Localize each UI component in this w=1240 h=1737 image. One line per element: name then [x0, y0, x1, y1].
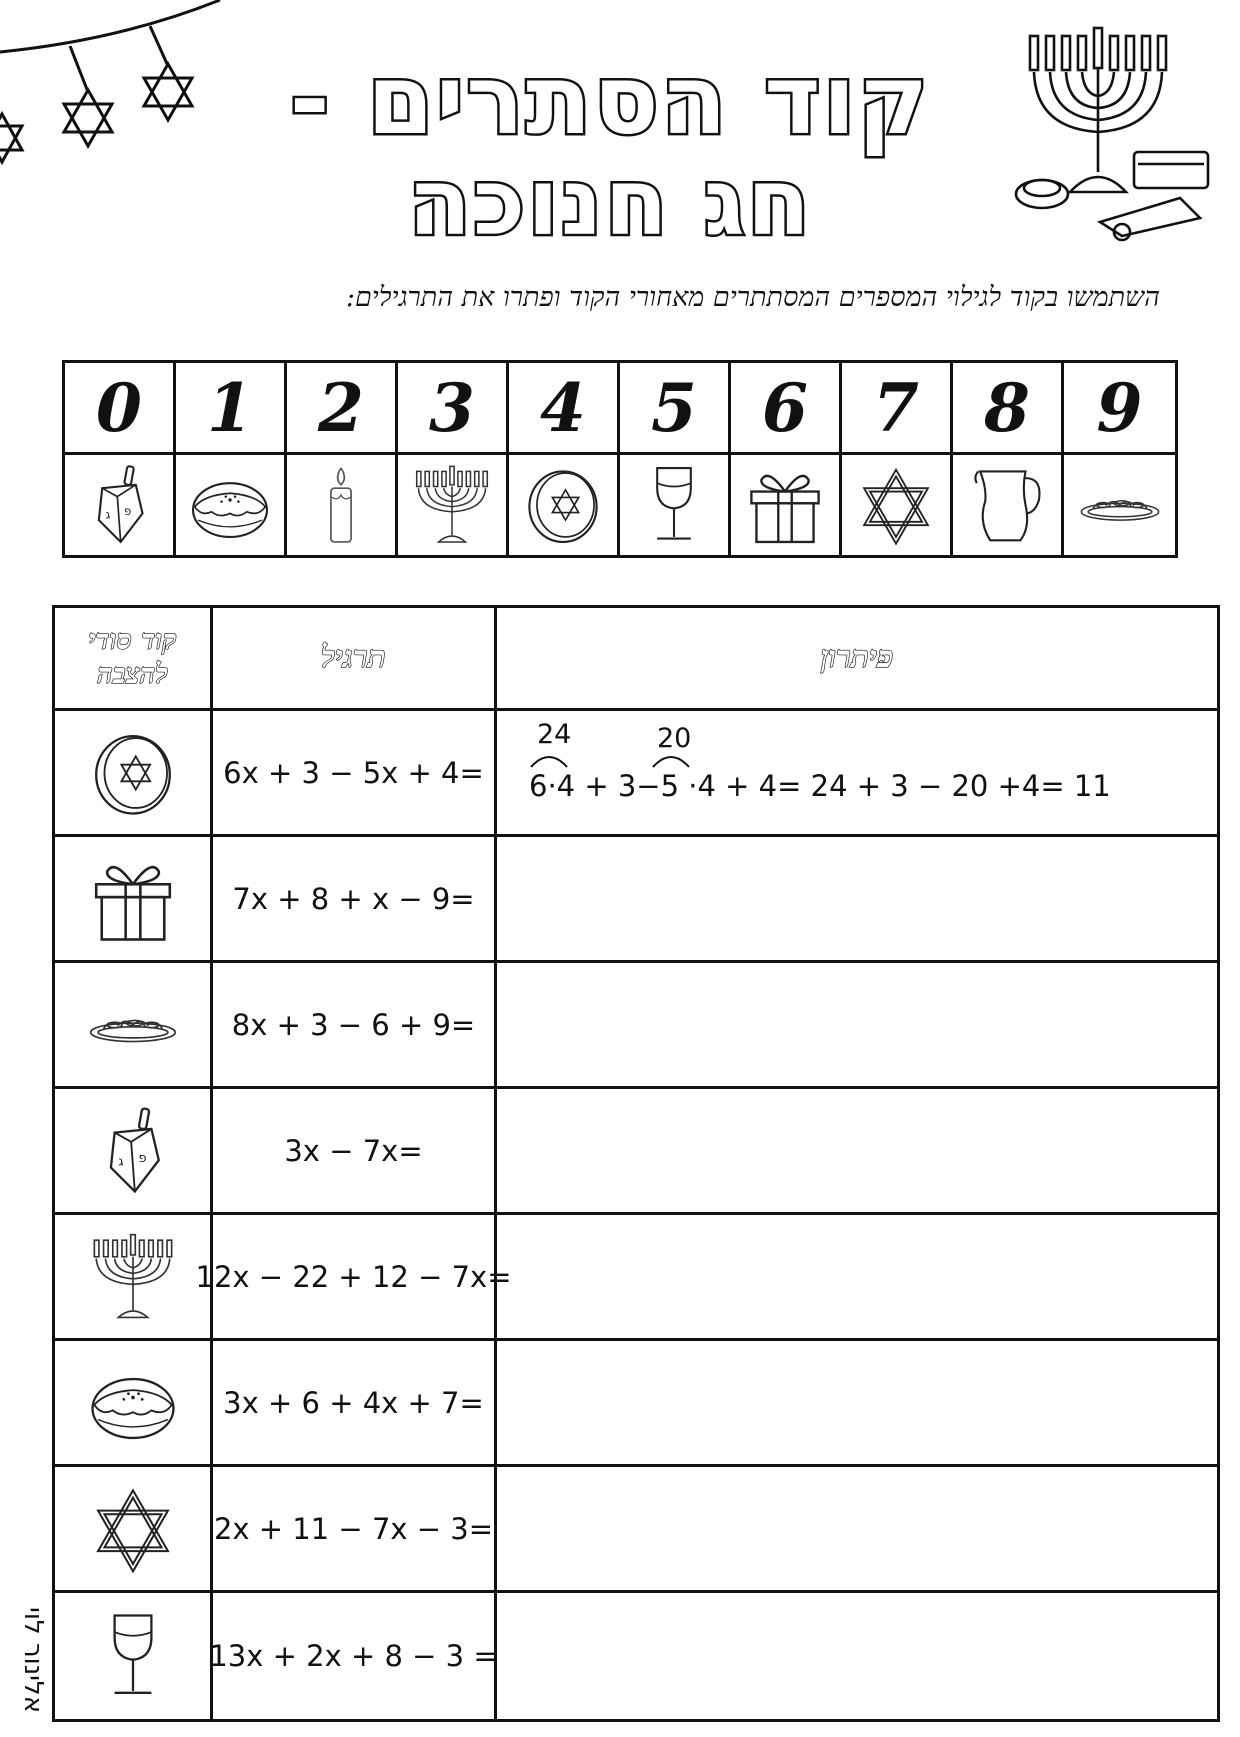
code-digit-9: 9: [1064, 363, 1175, 455]
code-digit-1: 1: [176, 363, 287, 455]
header-secret-code: קוד סודי להצבה: [55, 608, 213, 711]
page-title-line2: חג חנוכה: [407, 149, 813, 256]
exercise-table: [52, 605, 1220, 1722]
code-digit-2: 2: [287, 363, 398, 455]
header-exercise: תרגיל: [213, 608, 497, 711]
solution-2[interactable]: [497, 837, 1217, 963]
coin-icon: [509, 455, 620, 555]
candle-icon: [287, 455, 398, 555]
exercise-3: 8x + 3 − 6 + 9=: [213, 963, 497, 1089]
author-credit: אלינור לוי: [18, 1606, 48, 1714]
exercise-7: 2x + 11 − 7x − 3=: [213, 1467, 497, 1593]
solution-1[interactable]: [497, 711, 1217, 837]
code-digit-6: 6: [731, 363, 842, 455]
solution-5[interactable]: [497, 1215, 1217, 1341]
solution-7[interactable]: [497, 1467, 1217, 1593]
star-icon: [55, 1467, 213, 1593]
cup-icon: [55, 1593, 213, 1719]
code-digit-3: 3: [398, 363, 509, 455]
solution-text: 6·4 + 3−5 ·4 + 4= 24 + 3 − 20 +4= 11: [529, 769, 1111, 803]
exercise-2: 7x + 8 + x − 9=: [213, 837, 497, 963]
star-garland-decoration: [0, 0, 260, 190]
header-solution: פיתרון: [497, 608, 1217, 711]
latkes-icon: [1064, 455, 1175, 555]
gift-icon: [731, 455, 842, 555]
exercise-5: 12x − 22 + 12 − 7x=: [213, 1215, 497, 1341]
exercise-8: 13x + 2x + 8 − 3 =: [213, 1593, 497, 1719]
cup-icon: [620, 455, 731, 555]
menorah-illustration: [1010, 22, 1220, 242]
star-icon: [842, 455, 953, 555]
jug-icon: [953, 455, 1064, 555]
code-digit-7: 7: [842, 363, 953, 455]
instructions-text: השתמשו בקוד לגילוי המספרים המסתתרים מאחורי הקוד ופתרו את התרגילים:: [345, 282, 1160, 313]
solution-8[interactable]: [497, 1593, 1217, 1719]
exercise-1: 6x + 3 − 5x + 4=: [213, 711, 497, 837]
coin-icon: [55, 711, 213, 837]
dreidel-icon: [55, 1089, 213, 1215]
menorah-icon: [55, 1215, 213, 1341]
code-digit-8: 8: [953, 363, 1064, 455]
exercise-6: 3x + 6 + 4x + 7=: [213, 1341, 497, 1467]
latkes-icon: [55, 963, 213, 1089]
code-digit-0: 0: [65, 363, 176, 455]
solution-note-20: 20: [657, 723, 692, 754]
solution-4[interactable]: [497, 1089, 1217, 1215]
solution-note-24: 24: [537, 719, 572, 750]
exercise-4: 3x − 7x=: [213, 1089, 497, 1215]
gift-icon: [55, 837, 213, 963]
donut-icon: [176, 455, 287, 555]
dreidel-icon: [65, 455, 176, 555]
page-title-line1: קוד הסתרים -: [289, 44, 931, 156]
code-digit-5: 5: [620, 363, 731, 455]
menorah-icon: [398, 455, 509, 555]
code-key-table: [62, 360, 1178, 558]
solution-3[interactable]: [497, 963, 1217, 1089]
code-digit-4: 4: [509, 363, 620, 455]
solution-6[interactable]: [497, 1341, 1217, 1467]
donut-icon: [55, 1341, 213, 1467]
